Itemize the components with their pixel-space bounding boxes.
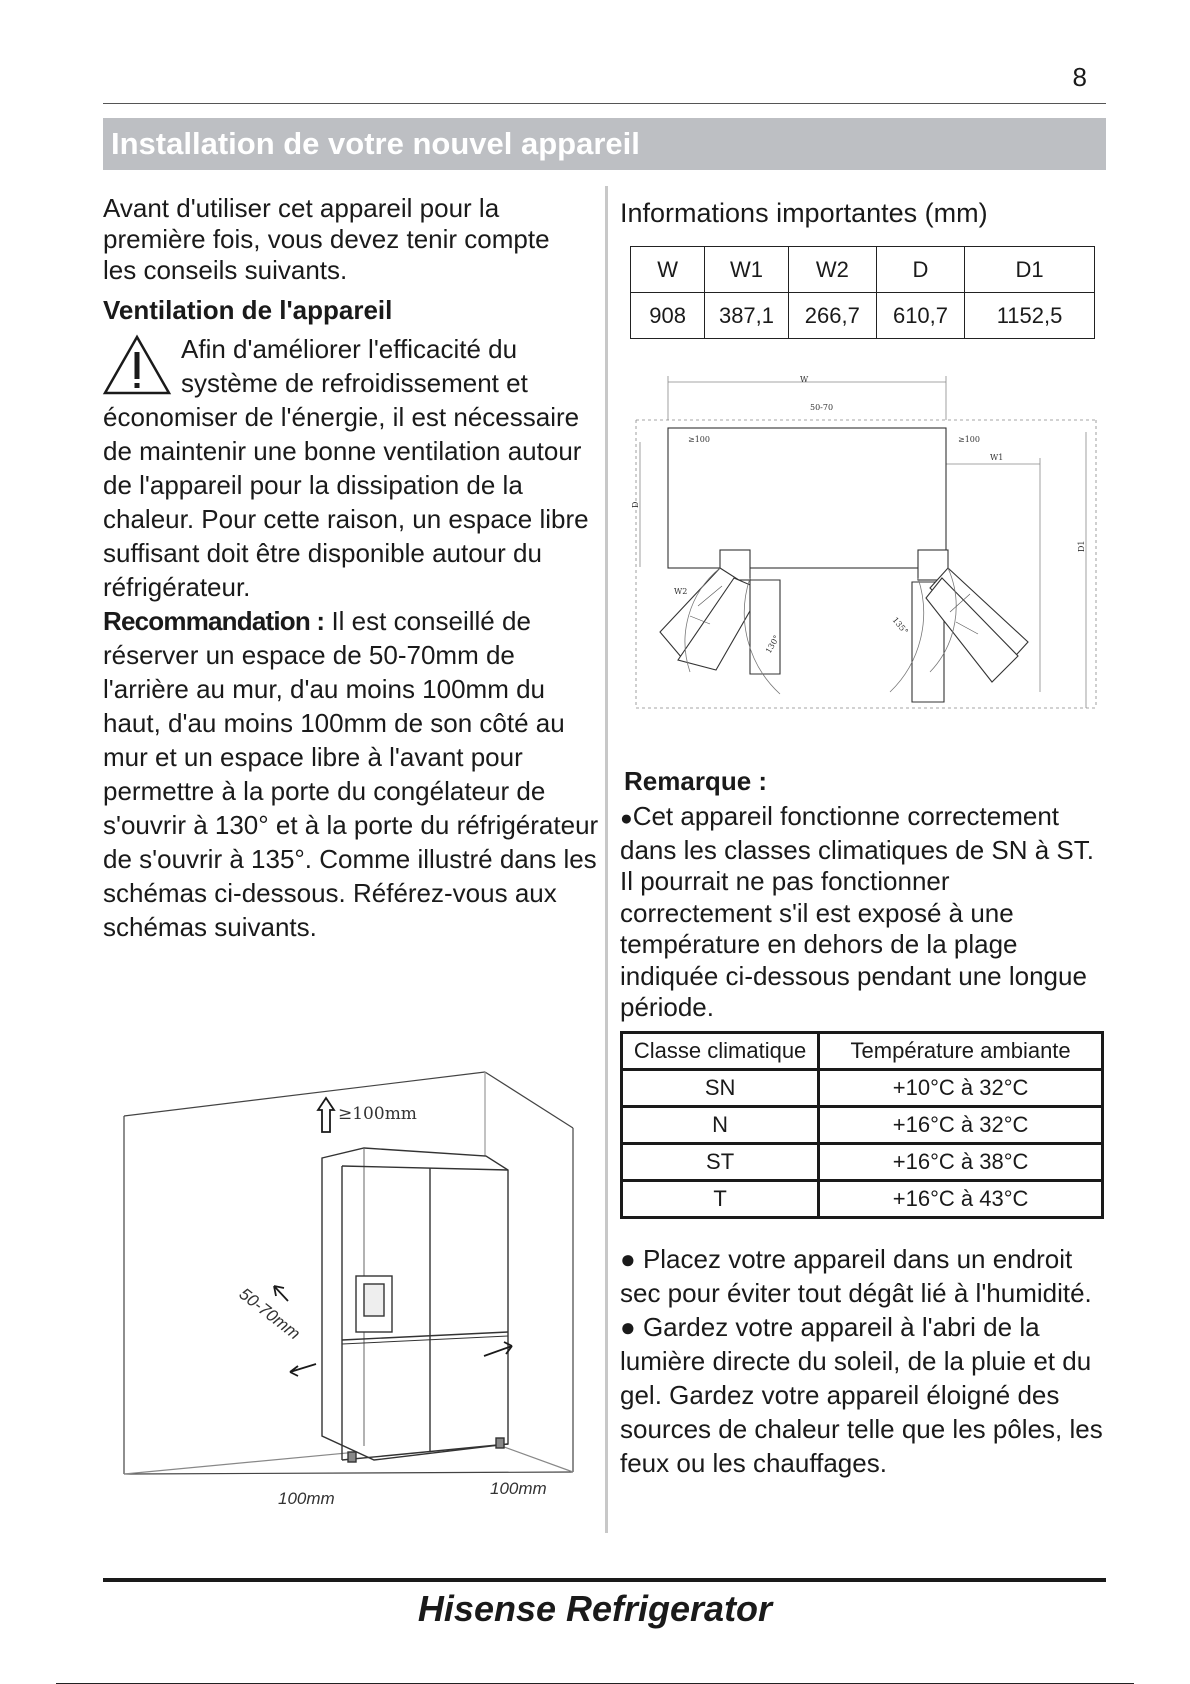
dimensions-header-row <box>631 247 1095 293</box>
climate-class-cell: SN <box>622 1070 819 1107</box>
right-gap-label: 100mm <box>490 1479 547 1498</box>
dim-header-w: W <box>631 247 705 293</box>
remarque-title: Remarque : <box>624 766 768 796</box>
back-gap-label: 50-70mm <box>235 1284 304 1344</box>
dimensions-value-row <box>631 293 1095 339</box>
top-gap-label: ≥100mm <box>338 1104 417 1124</box>
dim-value-w1: 387,1 <box>705 293 789 339</box>
bullet-item <box>620 1310 1110 1480</box>
bullet-dot-icon: ● <box>620 807 633 830</box>
warning-icon <box>102 334 172 396</box>
dim-value-w: 908 <box>631 293 705 339</box>
remarque-body: Cet appareil fonctionne correctement dans les classes climatiques de SN à ST. Il pourrait ne pas fonctionner correctement s'il est exposé à une température en dehors de la plage indiquée ci-dessous pendant une longue période. <box>620 801 1094 1022</box>
climate-row <box>622 1181 1103 1218</box>
diagram-angle-right: 135° <box>890 615 910 637</box>
dim-value-d1: 1152,5 <box>965 293 1095 339</box>
dim-header-d1: D1 <box>965 247 1095 293</box>
dimensions-table <box>630 246 1095 339</box>
climate-header-row <box>622 1033 1103 1070</box>
dim-value-w2: 266,7 <box>788 293 876 339</box>
bullet-text: Gardez votre appareil à l'abri de la lumière directe du soleil, de la pluie et du gel. Gardez votre appareil éloigné des sources de chaleur telle que les pôles, les feux ou les chauffages. <box>620 1312 1103 1478</box>
header-rule <box>103 103 1106 104</box>
climate-temperature-cell: +16°C à 43°C <box>819 1181 1103 1218</box>
climate-temperature-cell: +16°C à 38°C <box>819 1144 1103 1181</box>
bullet-item <box>620 1242 1110 1310</box>
diagram-w-label: W <box>800 375 809 384</box>
dim-header-w1: W1 <box>705 247 789 293</box>
installation-room-diagram <box>118 1068 580 1518</box>
bullet-text: Placez votre appareil dans un endroit sec pour éviter tout dégât lié à l'humidité. <box>620 1244 1092 1308</box>
climate-class-table <box>620 1031 1104 1219</box>
climate-class-cell: ST <box>622 1144 819 1181</box>
diagram-w1-label: W1 <box>990 453 1004 462</box>
dim-header-w2: W2 <box>788 247 876 293</box>
climate-temperature-cell: +10°C à 32°C <box>819 1070 1103 1107</box>
top-view-dimension-diagram <box>630 372 1105 724</box>
bullet-dot-icon: ● <box>620 1312 643 1342</box>
climate-class-cell: N <box>622 1107 819 1144</box>
climate-row <box>622 1070 1103 1107</box>
info-title: Informations importantes (mm) <box>620 198 988 228</box>
diagram-right-gap: ≥100 <box>958 435 980 444</box>
bullet-dot-icon: ● <box>620 1244 643 1274</box>
ventilation-heading: Ventilation de l'appareil <box>103 295 393 325</box>
remarque-text <box>620 801 1100 1024</box>
section-title: Installation de votre nouvel appareil <box>103 118 1106 170</box>
ventilation-warning-text: Afin d'améliorer l'efficacité du système de refroidissement et <box>181 334 528 398</box>
dim-value-d: 610,7 <box>876 293 964 339</box>
diagram-w2-label: W2 <box>674 587 688 596</box>
placement-bullets <box>620 1242 1110 1480</box>
recommendation-label: Recommandation : <box>103 606 325 636</box>
recommendation-text: Il est conseillé de réserver un espace de 50-70mm de l'arrière au mur, d'au moins 100mm du haut, d'au moins 100mm de son côté au mur et un espace libre à l'avant pour permettre à la porte du congélateur de s'ouvrir à 130° et à la porte du réfrigérateur de s'ouvrir à 135°. Comme illustré dans les schémas ci-dessous. Référez-vous aux schémas suivants. <box>103 606 599 942</box>
diagram-d-label: D <box>631 501 640 508</box>
diagram-angle-left: 130° <box>763 633 782 655</box>
climate-header-temperature: Température ambiante <box>819 1033 1103 1070</box>
climate-row <box>622 1144 1103 1181</box>
climate-temperature-cell: +16°C à 32°C <box>819 1107 1103 1144</box>
footer-rule <box>103 1578 1106 1582</box>
intro-paragraph: Avant d'utiliser cet appareil pour la première fois, vous devez tenir compte les conseils suivants. <box>103 193 550 285</box>
recommendation-paragraph <box>103 604 603 944</box>
diagram-back-gap: 50-70 <box>810 403 834 412</box>
climate-row <box>622 1107 1103 1144</box>
dim-header-d: D <box>876 247 964 293</box>
diagram-d1-label: D1 <box>1077 540 1086 552</box>
ventilation-text: économiser de l'énergie, il est nécessaire de maintenir une bonne ventilation autour de l'appareil pour la dissipation de la chaleur. Pour cette raison, un espace libre suffisant doit être disponible autour du réfrigérateur. <box>103 402 589 602</box>
page-number: 8 <box>1072 62 1087 92</box>
climate-header-class: Classe climatique <box>622 1033 819 1070</box>
column-divider <box>605 186 608 1533</box>
footer-brand: Hisense Refrigerator <box>417 1588 773 1629</box>
climate-class-cell: T <box>622 1181 819 1218</box>
left-gap-label: 100mm <box>278 1489 335 1508</box>
diagram-left-gap: ≥100 <box>688 435 710 444</box>
